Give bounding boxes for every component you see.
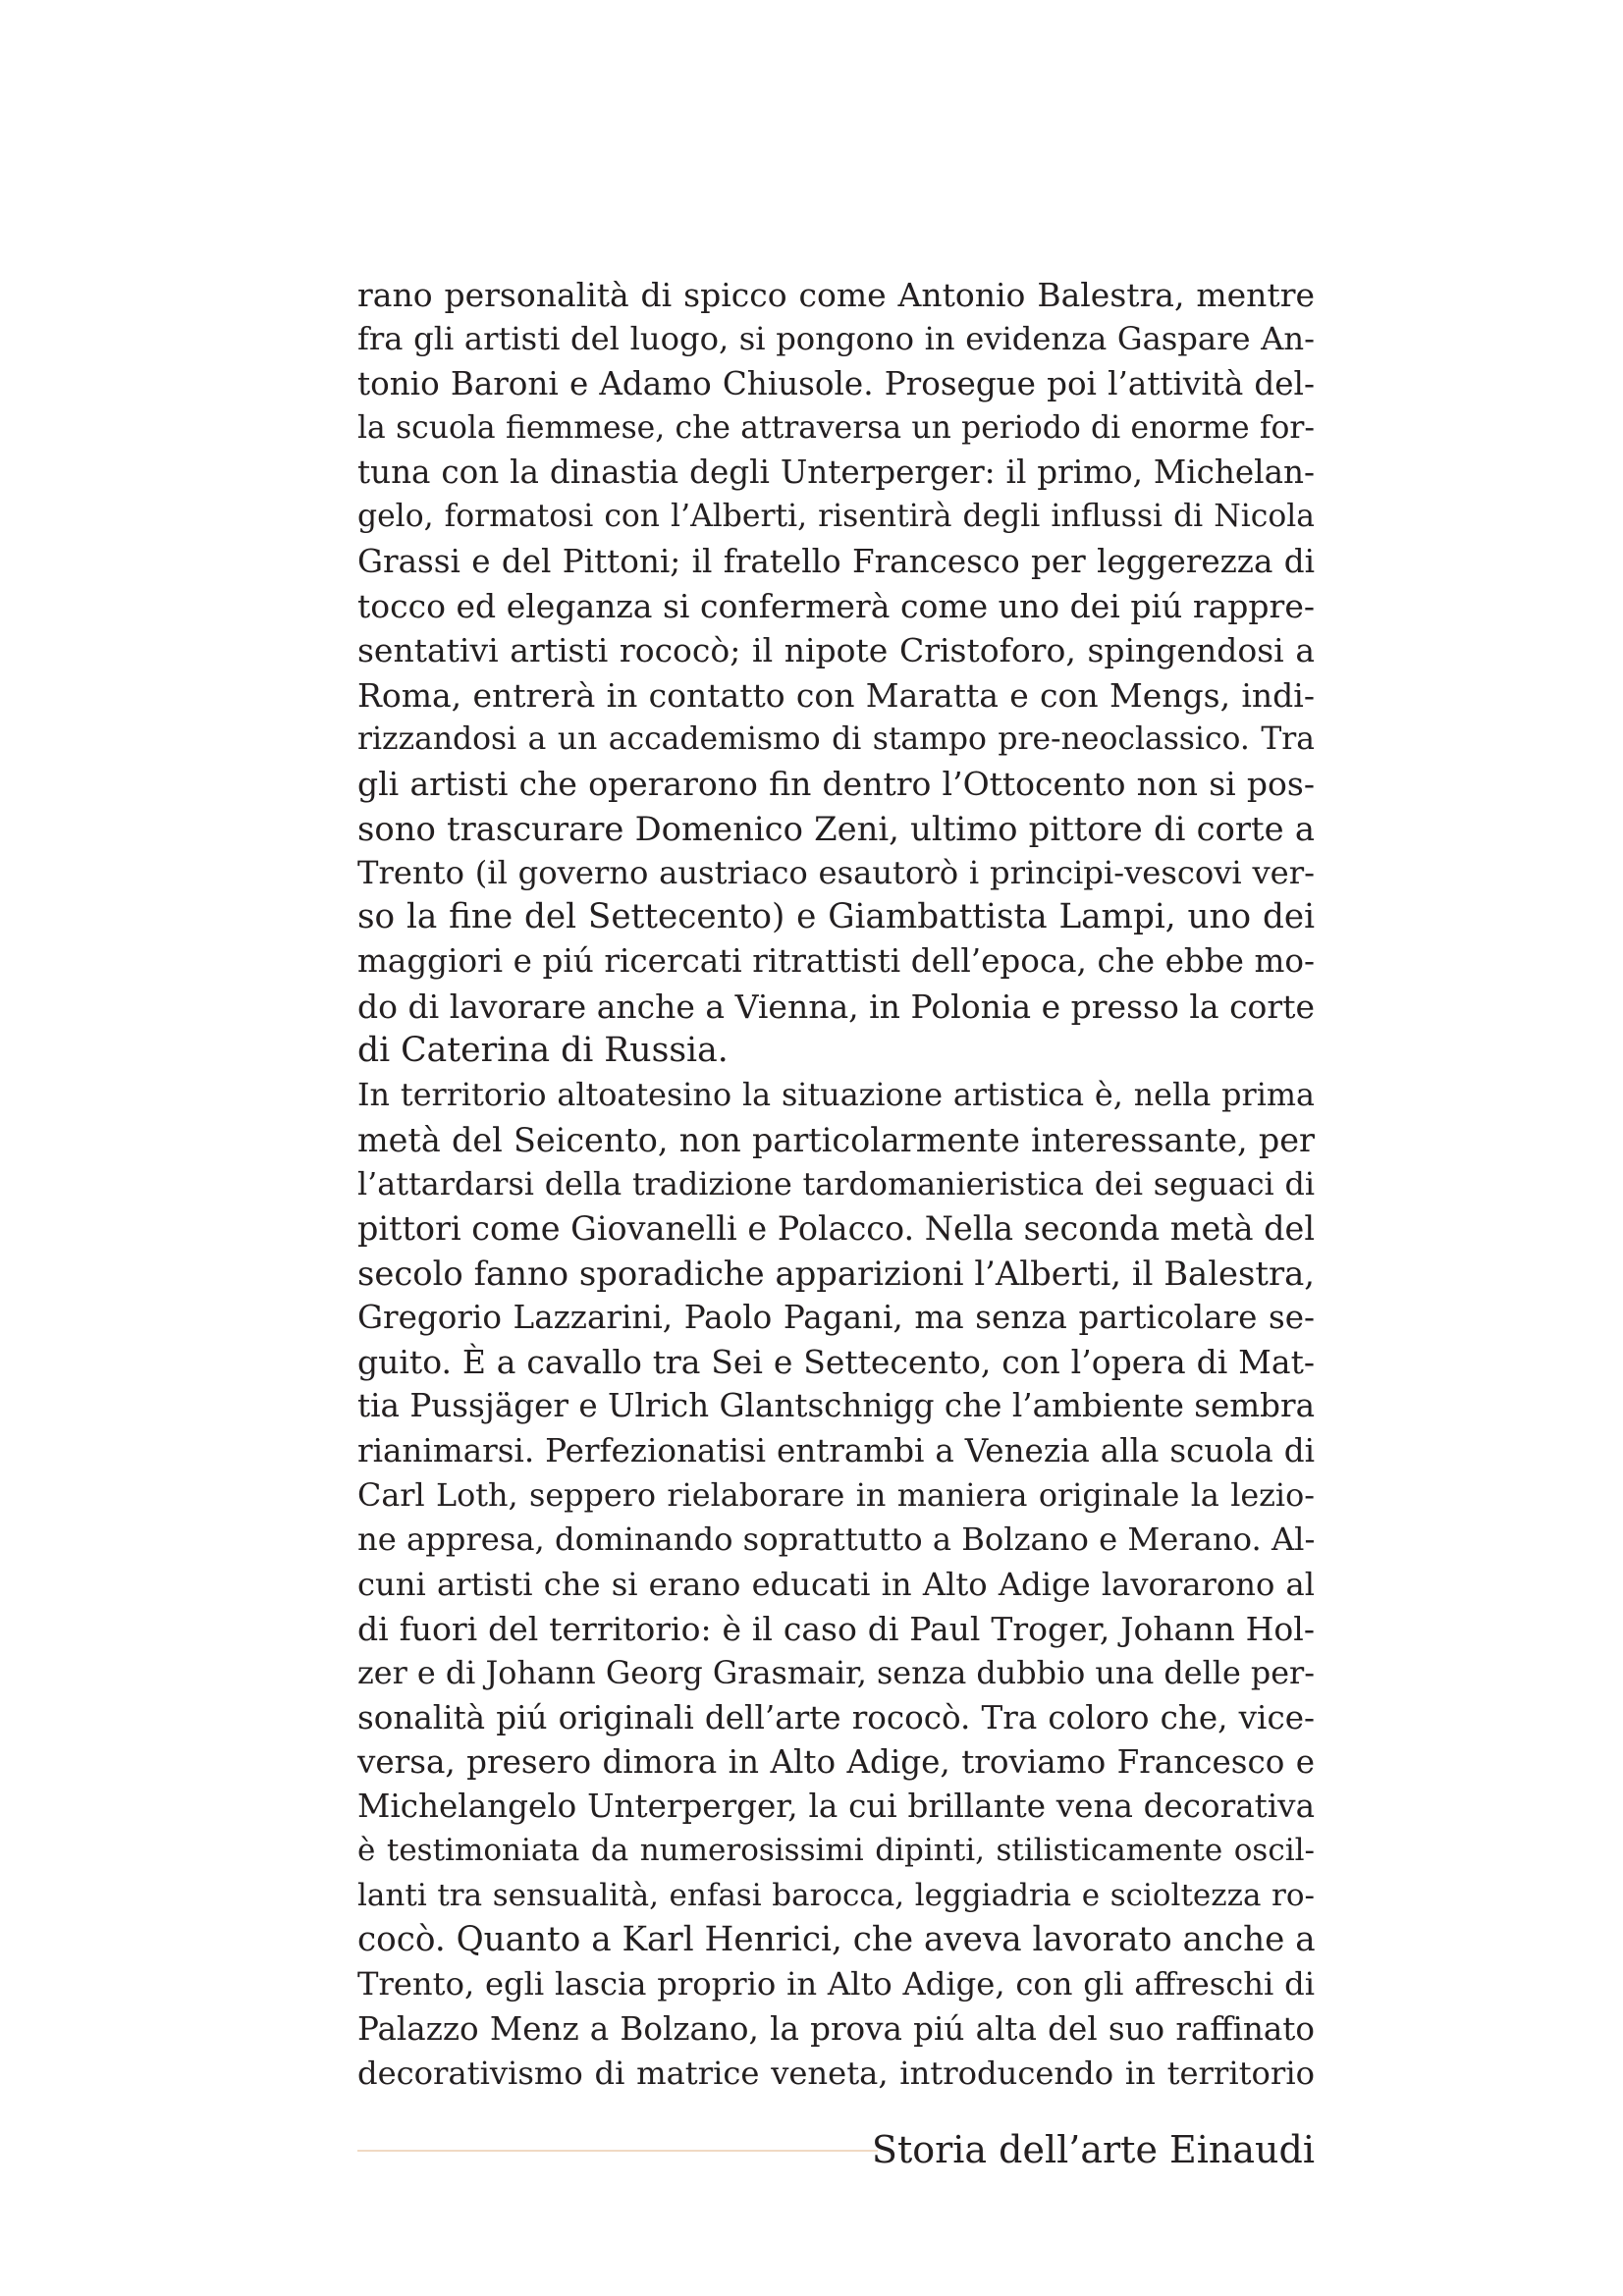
text-line: Grassi e del Pittoni; il fratello Francesco per leggerezza di	[357, 542, 1315, 580]
text-line: sonalità piú originali dell’arte rococò. Tra coloro che, vice-	[357, 1698, 1315, 1736]
text-line: pittori come Giovanelli e Polacco. Nella seconda metà del	[357, 1209, 1315, 1249]
text-line: gelo, formatosi con l’Alberti, risentirà degli influssi di Nicola	[357, 499, 1315, 535]
text-line: so la fine del Settecento) e Giambattista Lampi, uno dei	[357, 897, 1315, 937]
text-line: metà del Seicento, non particolarmente interessante, per	[357, 1120, 1315, 1159]
text-line: rianimarsi. Perfezionatisi entrambi a Venezia alla scuola di	[357, 1431, 1315, 1469]
text-line: l’attardarsi della tradizione tardomanieristica dei seguaci di	[357, 1165, 1315, 1202]
text-line: decorativismo di matrice veneta, introducendo in territorio	[357, 2054, 1315, 2092]
text-line: gli artisti che operarono fin dentro l’Ottocento non si pos-	[357, 765, 1315, 804]
footer-rule	[357, 2150, 878, 2152]
text-line: In territorio altoatesino la situazione artistica è, nella prima	[357, 1077, 1315, 1114]
text-line: cuni artisti che si erano educati in Alto Adige lavorarono al	[357, 1565, 1315, 1603]
text-line: guito. È a cavallo tra Sei e Settecento, con l’opera di Mat-	[357, 1343, 1315, 1382]
text-line: di fuori del territorio: è il caso di Paul Troger, Johann Hol-	[357, 1609, 1315, 1648]
text-line: do di lavorare anche a Vienna, in Polonia e presso la corte	[357, 987, 1315, 1026]
text-line: tia Pussjäger e Ulrich Glantschnigg che l’ambiente sembra	[357, 1387, 1315, 1425]
text-line: secolo fanno sporadiche apparizioni l’Alberti, il Balestra,	[357, 1254, 1315, 1293]
text-line: Roma, entrerà in contatto con Maratta e con Mengs, indi-	[357, 675, 1315, 715]
text-line: Carl Loth, seppero rielaborare in maniera originale la lezio-	[357, 1477, 1315, 1515]
text-line: tonio Baroni e Adamo Chiusole. Prosegue poi l’attività del-	[357, 364, 1315, 402]
text-line: sono trascurare Domenico Zeni, ultimo pittore di corte a	[357, 809, 1315, 848]
text-line: versa, presero dimora in Alto Adige, troviamo Francesco e	[357, 1742, 1315, 1781]
text-line: rano personalità di spicco come Antonio Balestra, mentre	[357, 276, 1315, 314]
text-line: ne appresa, dominando soprattutto a Bolzano e Merano. Al-	[357, 1521, 1316, 1559]
text-line: Michelangelo Unterperger, la cui brillante vena decorativa	[357, 1788, 1315, 1826]
text-line: tocco ed eleganza si confermerà come uno dei piú rappre-	[357, 587, 1315, 626]
text-line: la scuola fiemmese, che attraversa un periodo di enorme for-	[357, 409, 1315, 446]
text-line: fra gli artisti del luogo, si pongono in evidenza Gaspare An-	[357, 320, 1315, 358]
text-line: Trento, egli lascia proprio in Alto Adige, con gli affreschi di	[357, 1965, 1315, 2003]
page-footer	[357, 2120, 1315, 2179]
text-line: tuna con la dinastia degli Unterperger: il primo, Michelan-	[357, 454, 1315, 492]
text-line: zer e di Johann Georg Grasmair, senza dubbio una delle per-	[357, 1655, 1315, 1692]
text-line: di Caterina di Russia.	[357, 1031, 729, 1071]
text-line: Trento (il governo austriaco esautorò i principi-vescovi ver-	[357, 853, 1315, 891]
text-line: Gregorio Lazzarini, Paolo Pagani, ma senza particolare se-	[357, 1298, 1315, 1336]
text-line: maggiori e piú ricercati ritrattisti dell’epoca, che ebbe mo-	[357, 942, 1315, 981]
text-line: sentativi artisti rococò; il nipote Cristoforo, spingendosi a	[357, 631, 1315, 670]
text-line: lanti tra sensualità, enfasi barocca, leggiadria e scioltezza ro-	[357, 1877, 1315, 1913]
text-line: Palazzo Menz a Bolzano, la prova piú alta del suo raffinato	[357, 2009, 1315, 2048]
text-line: è testimoniata da numerosissimi dipinti, stilisticamente oscil-	[357, 1833, 1315, 1869]
body-text	[357, 273, 1315, 2096]
footer-title: Storia dell’arte Einaudi	[871, 2128, 1315, 2171]
text-line: cocò. Quanto a Karl Henrici, che aveva lavorato anche a	[357, 1919, 1316, 1959]
text-line: rizzandosi a un accademismo di stampo pre-neoclassico. Tra	[357, 721, 1315, 757]
